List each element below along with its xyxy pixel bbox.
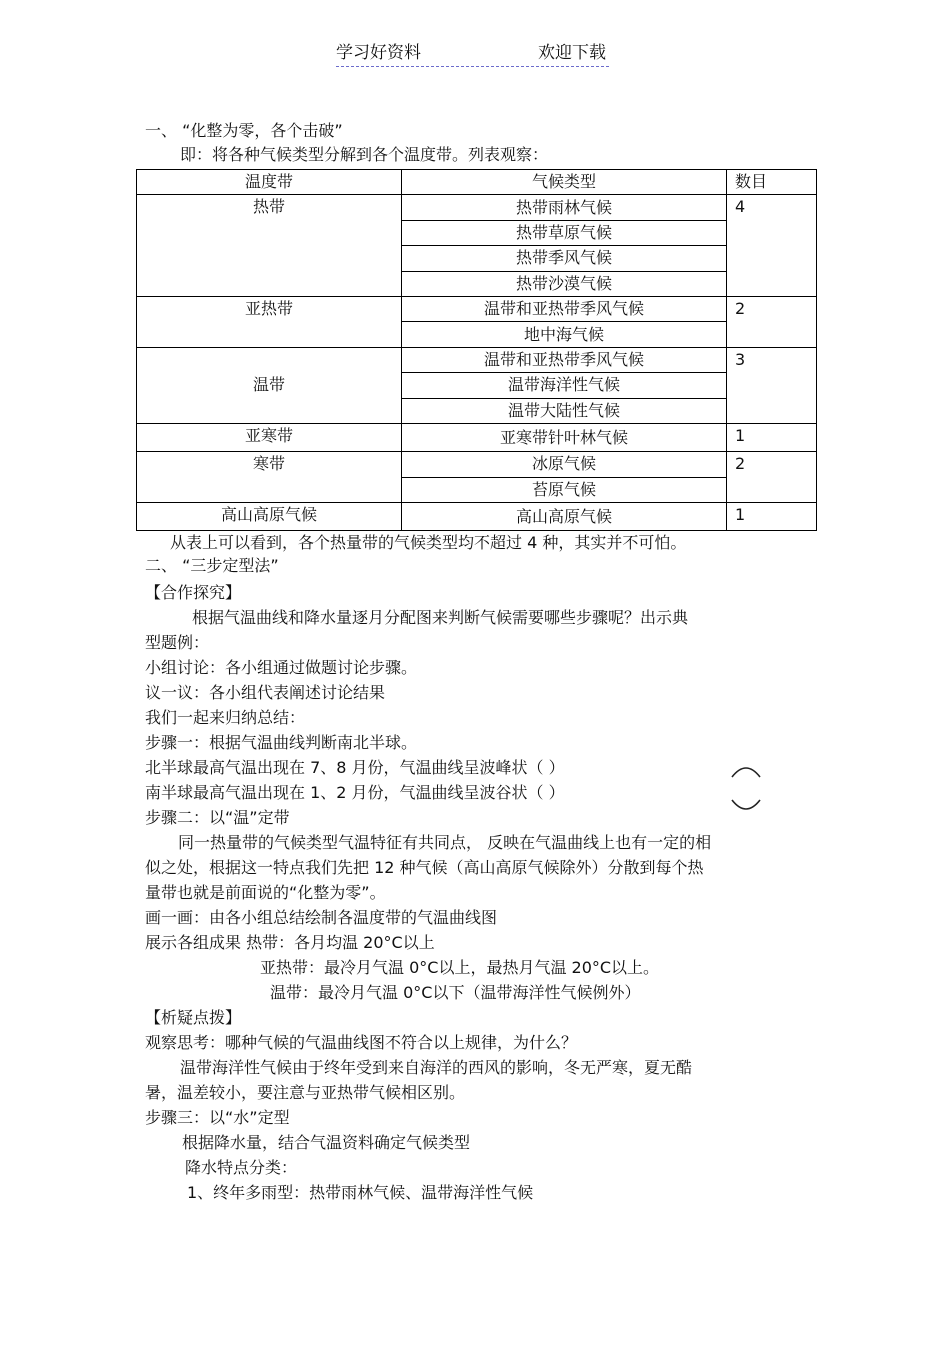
wave-trough-icon: [730, 798, 762, 814]
text-line: 1、终年多雨型：热带雨林气候、温带海洋性气候: [187, 1183, 534, 1202]
table-row: [137, 503, 817, 531]
text-line: 量带也就是前面说的“化整为零”。: [145, 883, 386, 902]
table-row: [137, 195, 817, 220]
text-line: 温带：最冷月气温 0°C以下（温带海洋性气候例外）: [270, 983, 641, 1002]
count-cell: 4: [727, 195, 817, 297]
text-line: 南半球最高气温出现在 1、2 月份，气温曲线呈波谷状（ ）: [145, 783, 565, 802]
text-line: 【析疑点拨】: [145, 1008, 242, 1027]
text-line: 议一议：各小组代表阐述讨论结果: [145, 683, 386, 702]
climate-table: [136, 169, 817, 531]
text-line: 同一热量带的气候类型气温特征有共同点， 反映在气温曲线上也有一定的相: [178, 833, 712, 852]
count-cell: 1: [727, 423, 817, 451]
table-row: [137, 347, 817, 372]
section1-title: 一、 “化整为零，各个击破”: [145, 121, 343, 140]
type-cell: 亚寒带针叶林气候: [402, 423, 727, 451]
header-count: 数目: [727, 170, 817, 195]
zone-cell: 高山高原气候: [137, 503, 402, 531]
table-conclusion: 从表上可以看到，各个热量带的气候类型均不超过 4 种，其实并不可怕。: [170, 533, 687, 552]
zone-cell: 温带: [137, 347, 402, 423]
text-line: 步骤三：以“水”定型: [145, 1108, 290, 1127]
type-cell: 温带大陆性气候: [402, 398, 727, 423]
text-line: 画一画：由各小组总结绘制各温度带的气温曲线图: [145, 908, 498, 927]
text-line: 温带海洋性气候由于终年受到来自海洋的西风的影响，冬无严寒，夏无酷: [180, 1058, 693, 1077]
type-cell: 高山高原气候: [402, 503, 727, 531]
text-line: 型题例：: [145, 633, 210, 652]
type-cell: 温带和亚热带季风气候: [402, 296, 727, 321]
section2-title: 二、 “三步定型法”: [145, 556, 279, 575]
table-row: [137, 296, 817, 321]
text-line: 展示各组成果 热带：各月均温 20°C以上: [145, 933, 435, 952]
type-cell: 苔原气候: [402, 477, 727, 502]
zone-cell: 寒带: [137, 452, 402, 503]
header-type: 气候类型: [402, 170, 727, 195]
header-left-text: 学习好资料: [336, 43, 421, 63]
section1-intro: 即：将各种气候类型分解到各个温度带。列表观察：: [180, 145, 549, 164]
type-cell: 地中海气候: [402, 322, 727, 347]
text-line: 似之处，根据这一特点我们先把 12 种气候（高山高原气候除外）分散到每个热: [145, 858, 704, 877]
table-header-row: [137, 170, 817, 195]
header-right-text: 欢迎下载: [538, 43, 606, 63]
text-line: 北半球最高气温出现在 7、8 月份，气温曲线呈波峰状（ ）: [145, 758, 565, 777]
text-line: 暑，温差较小，要注意与亚热带气候相区别。: [145, 1083, 466, 1102]
zone-cell: 热带: [137, 195, 402, 297]
page-header: [336, 42, 609, 67]
text-line: 根据气温曲线和降水量逐月分配图来判断气候需要哪些步骤呢？出示典: [192, 608, 689, 627]
count-cell: 1: [727, 503, 817, 531]
type-cell: 热带季风气候: [402, 246, 727, 271]
type-cell: 热带草原气候: [402, 220, 727, 245]
count-cell: 2: [727, 296, 817, 347]
type-cell: 温带和亚热带季风气候: [402, 347, 727, 372]
type-cell: 热带沙漠气候: [402, 271, 727, 296]
table-row: [137, 452, 817, 477]
text-line: 步骤二：以“温”定带: [145, 808, 290, 827]
count-cell: 3: [727, 347, 817, 423]
type-cell: 热带雨林气候: [402, 195, 727, 220]
header-zone: 温度带: [137, 170, 402, 195]
text-line: 亚热带：最冷月气温 0°C以上，最热月气温 20°C以上。: [260, 958, 660, 977]
text-line: 降水特点分类：: [185, 1158, 298, 1177]
text-line: 我们一起来归纳总结：: [145, 708, 306, 727]
text-line: 根据降水量，结合气温资料确定气候类型: [182, 1133, 471, 1152]
text-line: 小组讨论：各小组通过做题讨论步骤。: [145, 658, 418, 677]
count-cell: 2: [727, 452, 817, 503]
type-cell: 冰原气候: [402, 452, 727, 477]
zone-cell: 亚寒带: [137, 423, 402, 451]
type-cell: 温带海洋性气候: [402, 373, 727, 398]
text-line: 观察思考：哪种气候的气温曲线图不符合以上规律，为什么？: [145, 1033, 578, 1052]
text-line: 步骤一：根据气温曲线判断南北半球。: [145, 733, 418, 752]
text-line: 【合作探究】: [145, 583, 242, 602]
wave-peak-icon: [730, 763, 762, 779]
zone-cell: 亚热带: [137, 296, 402, 347]
table-row: [137, 423, 817, 451]
